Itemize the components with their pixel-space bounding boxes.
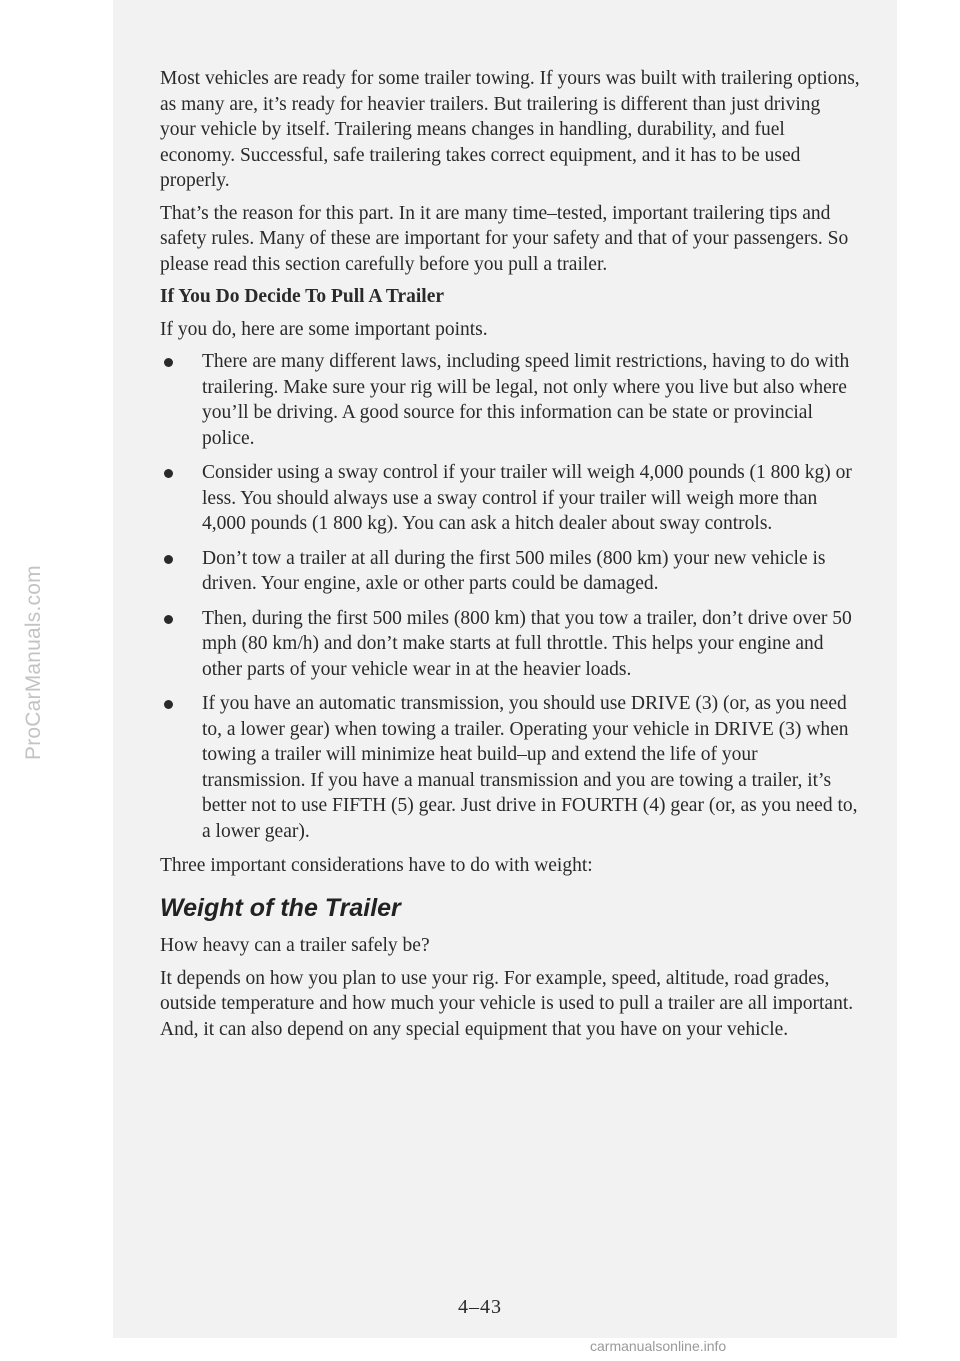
section-heading-trailer-weight: Weight of the Trailer [160,893,401,922]
list-item-text: If you have an automatic transmission, you should use DRIVE (3) (or, as you need to, a lower gear) when towing a trailer. Operating your vehicle in DRIVE (3) when towing a trailer will minimize heat build–up and extend the life of your transmission. If you have a manual transmission and you are towing a trailer, it’s better not to use FIFTH (5) gear. Just drive in FOURTH (4) gear (or, as you need to, a lower gear). [202,693,858,842]
page-content [160,66,860,1049]
section1-intro: If you do, here are some important points. [160,318,488,340]
section-heading-pull-trailer: If You Do Decide To Pull A Trailer [160,286,445,307]
important-points-list [160,349,860,844]
list-item [160,606,860,683]
list-item-text: Then, during the first 500 miles (800 km) that you tow a trailer, don’t drive over 50 mph (80 km/h) and don’t make starts at full throttle. This helps your engine and other parts of your vehicle wear in at the heavier loads. [202,607,852,680]
bullet-icon [164,555,173,564]
list-item-text: Consider using a sway control if your trailer will weigh 4,000 pounds (1 800 kg) or less. You should always use a sway control if your trailer will weigh more than 4,000 pounds (1 800 kg). You can ask a hitch dealer about sway controls. [202,462,852,534]
section2-body: It depends on how you plan to use your rig. For example, speed, altitude, road grades, outside temperature and how much your vehicle is used to pull a trailer are all important. And, it can also depend on any special equipment that you have on your vehicle. [160,967,854,1040]
section1-outro: Three important considerations have to do with weight: [160,855,593,876]
list-item-text: Don’t tow a trailer at all during the first 500 miles (800 km) your new vehicle is driven. Your engine, axle or other parts could be damaged. [202,547,826,594]
bullet-icon [164,615,173,624]
list-item [160,691,860,844]
bullet-icon [164,469,173,478]
bullet-icon [164,358,173,367]
intro-paragraph-2: That’s the reason for this part. In it are many time–tested, important trailering tips and safety rules. Many of these are important for your safety and that of your passengers. So please read this section carefully before you pull a trailer. [160,202,849,275]
section2-question: How heavy can a trailer safely be? [160,935,430,956]
list-item [160,546,860,597]
list-item-text: There are many different laws, including speed limit restrictions, having to do with trailering. Make sure your rig will be legal, not only where you live but also where you’ll be driving. A good source for this information can be state or provincial police. [202,351,850,449]
footer-watermark: carmanualsonline.info [590,1338,727,1354]
bullet-icon [164,700,173,709]
list-item [160,460,860,537]
intro-paragraph-1: Most vehicles are ready for some trailer towing. If yours was built with trailering options, as many are, it’s ready for heavier trailers. But trailering is different than just driving your vehicle by itself. Trailering means changes in handling, durability, and fuel economy. Successful, safe trailering takes correct equipment, and it has to be used properly. [160,68,860,191]
side-watermark: ProCarManuals.com [22,565,45,760]
list-item [160,349,860,451]
page-number: 4–43 [458,1296,502,1318]
